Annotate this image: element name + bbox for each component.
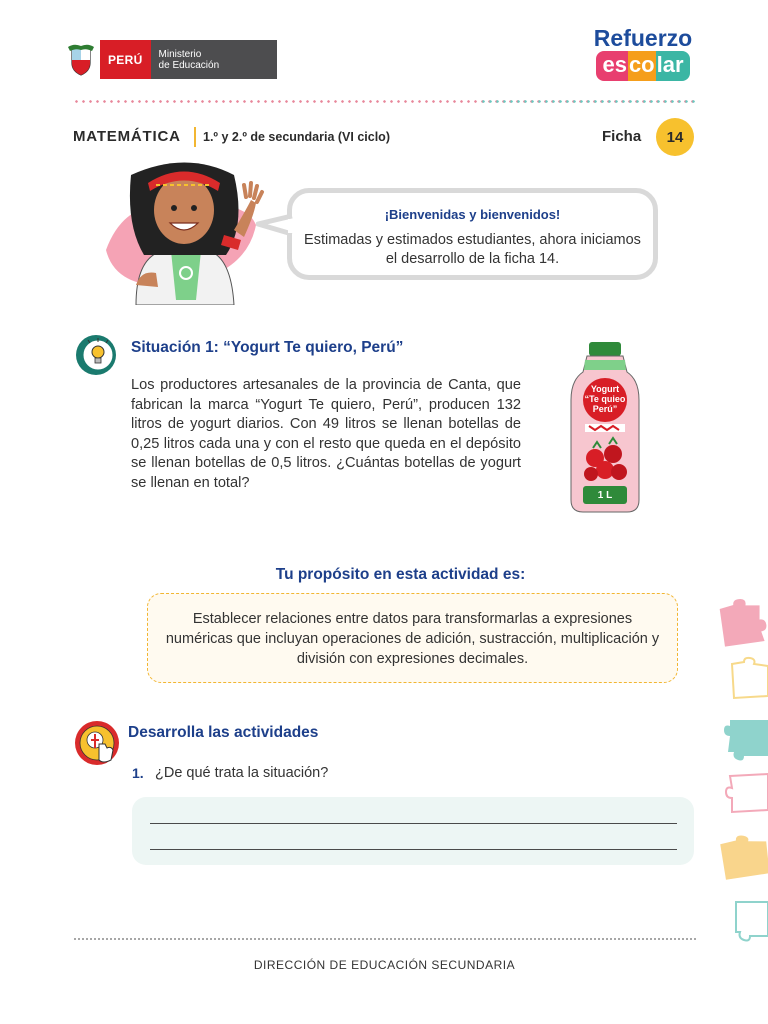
hand-pointer-icon — [73, 720, 121, 766]
bottle-volume: 1 L — [597, 490, 613, 501]
lightbulb-icon — [73, 334, 119, 376]
puzzle-piece-teal-icon — [722, 714, 768, 762]
brand-bottom — [588, 51, 698, 81]
minedu-logo — [62, 40, 277, 79]
puzzle-piece-outline-teal-icon — [730, 896, 768, 944]
brand-part-1: es — [596, 51, 627, 81]
peru-label: PERÚ — [100, 40, 151, 79]
puzzle-piece-outline-yellow-icon — [726, 656, 768, 704]
brand-part-2: co — [628, 51, 656, 81]
question-1-text: ¿De qué trata la situación? — [155, 765, 329, 781]
grade-label: 1.º y 2.º de secundaria (VI ciclo) — [203, 130, 390, 144]
ministry-label — [151, 40, 277, 79]
situation-text: Los productores artesanales de la provincia de Canta, que fabrican la marca “Yogurt Te quiero, Perú”, producen 132 litros de yogurt diarios. Con 49 litros se llenan botellas de 0,25 litros cada una y con el resto que queda en el depósito se llenan botellas de 0,5 litros. ¿Cuántas botellas de yogurt se llenan en total? — [131, 377, 521, 491]
brand-top: Refuerzo — [593, 25, 693, 51]
answer-line — [150, 849, 677, 850]
bottle-label-1: Yogurt — [590, 384, 620, 394]
puzzle-piece-yellow-icon — [716, 834, 768, 884]
ficha-number-badge: 14 — [656, 118, 694, 156]
ministry-line-2: de Educación — [158, 59, 220, 71]
footer-divider — [73, 938, 696, 940]
puzzle-piece-outline-pink-icon — [722, 770, 768, 818]
refuerzo-escolar-logo — [588, 26, 698, 88]
purpose-text: Establecer relaciones entre datos para transformarlas a expresiones numéricas que incluyan operaciones de adición, sustracción, multiplicación y división con expresiones decimales. — [165, 611, 660, 667]
answer-line — [150, 823, 677, 824]
puzzle-piece-pink-icon — [716, 598, 768, 650]
footer-text: DIRECCIÓN DE EDUCACIÓN SECUNDARIA — [253, 958, 516, 972]
question-1-number: 1. — [132, 765, 144, 781]
bottle-label-3: Perú” — [592, 404, 618, 414]
welcome-title: ¡Bienvenidas y bienvenidos! — [384, 207, 561, 222]
welcome-text: Estimadas y estimados estudiantes, ahora iniciamos el desarrollo de la ficha 14. — [304, 232, 641, 267]
bottle-label-2: “Te quieo — [584, 394, 626, 404]
coat-of-arms-icon — [62, 40, 100, 79]
activities-title: Desarrolla las actividades — [128, 724, 319, 741]
answer-box[interactable] — [132, 797, 694, 865]
header-divider-teal — [480, 100, 696, 103]
purpose-title: Tu propósito en esta actividad es: — [275, 566, 526, 583]
ministry-line-1: Ministerio — [158, 48, 202, 60]
subject-separator — [194, 127, 196, 147]
yogurt-bottle-illustration — [565, 340, 645, 516]
brand-part-3: lar — [656, 51, 690, 81]
ficha-label: Ficha — [602, 128, 642, 145]
situation-title: Situación 1: “Yogurt Te quiero, Perú” — [131, 339, 404, 356]
subject-title: MATEMÁTICA — [73, 128, 181, 145]
